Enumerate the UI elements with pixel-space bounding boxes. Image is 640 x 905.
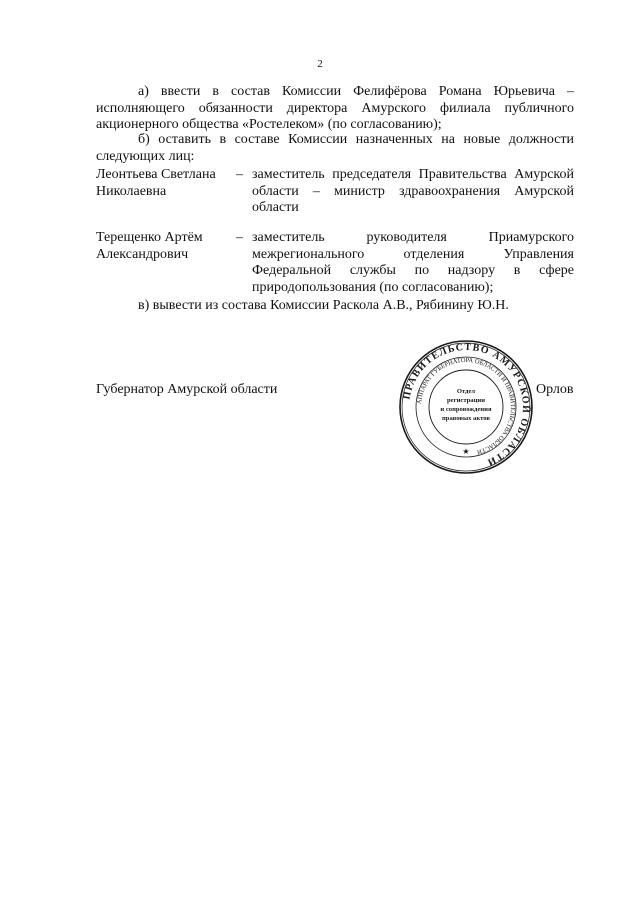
page-number: 2 bbox=[317, 58, 323, 70]
seal-center-line-2: регистрации bbox=[447, 397, 485, 404]
person-2-name: Терещенко Артём Александрович bbox=[96, 230, 203, 262]
seal-star-icon: ★ bbox=[462, 447, 470, 456]
signature-title: Губернатор Амурской области bbox=[96, 382, 278, 397]
person-2-position: заместитель руководителя Приамурского межрегионального отделения Управления Федеральной службы по надзору в сфере природопользования (по согласованию); bbox=[252, 230, 574, 295]
seal-outer-text: ПРАВИТЕЛЬСТВО АМУРСКОЙ ОБЛАСТИ bbox=[401, 341, 532, 468]
person-1-position: заместитель председателя Правительства Амурской области – министр здравоохранения Амурской области bbox=[252, 167, 574, 215]
person-1-name: Леонтьева Светлана Николаевна bbox=[96, 167, 216, 199]
seal-inner-text: АППАРАТ ГУБЕРНАТОРА ОБЛАСТИ И ПРАВИТЕЛЬСТВА ОБЛАСТИ bbox=[416, 356, 517, 456]
seal-center-line-1: Отдел bbox=[456, 388, 476, 395]
seal-center-line-3: и сопровождения bbox=[440, 406, 492, 413]
person-1-dash: – bbox=[236, 167, 243, 182]
paragraph-b: б) оставить в составе Комиссии назначенных на новые должности следующих лиц: bbox=[96, 132, 574, 164]
person-2-dash: – bbox=[236, 230, 243, 245]
paragraph-v: в) вывести из состава Комиссии Раскола А.В., Рябинину Ю.Н. bbox=[138, 298, 509, 313]
seal-center-line-4: правовых актов bbox=[441, 415, 491, 422]
official-seal-stamp bbox=[398, 340, 534, 474]
signature-name: Орлов bbox=[536, 382, 574, 397]
paragraph-a: а) ввести в состав Комиссии Фелифёрова Романа Юрьевича – исполняющего обязанности директора Амурского филиала публичного акционерного общества «Ростелеком» (по согласованию); bbox=[96, 84, 574, 132]
